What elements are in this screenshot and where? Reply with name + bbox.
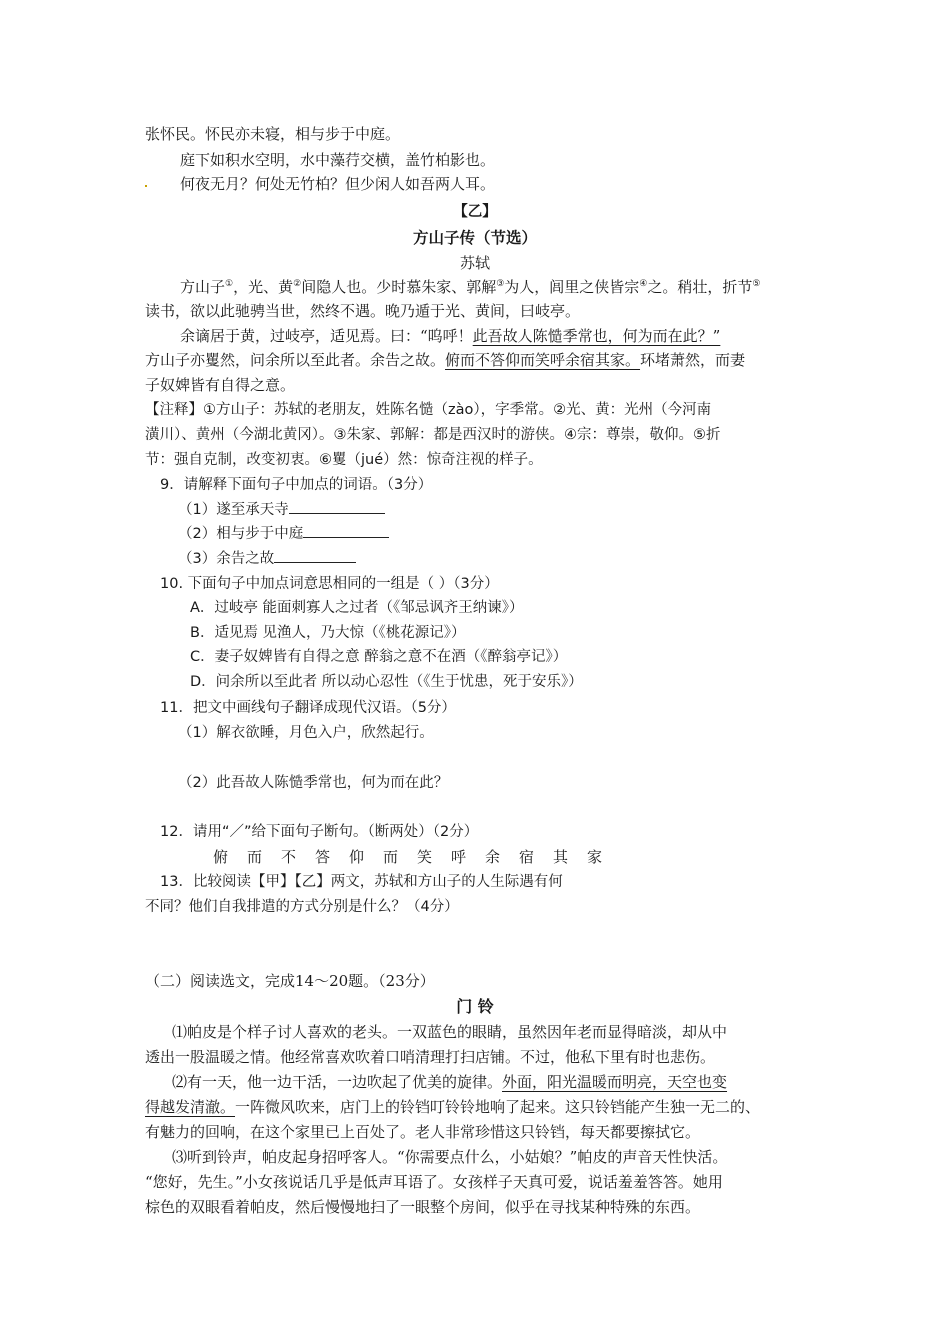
jia-line-2: 庭下如积水空明，水中藻荇交横，盖竹柏影也。: [180, 151, 496, 169]
underlined-sentence-1: 此吾故人陈慥季常也，何为而在此？”: [472, 327, 721, 345]
underlined-sentence-3-cont: 得越发清澈。: [145, 1098, 236, 1116]
answer-blank[interactable]: [289, 498, 385, 514]
q9-item-3: （3）余告之故: [178, 547, 356, 570]
answer-blank[interactable]: [274, 547, 356, 563]
s2-para-2-line-1: ⑵有一天，他一边干活，一边吹起了优美的旋律。外面，阳光温暖而明亮，天空也变: [172, 1073, 728, 1091]
yi-para-2-line-1: 余谪居于黄，过岐亭，适见焉。曰：“呜呼！此吾故人陈慥季常也，何为而在此？”: [180, 327, 721, 345]
yi-para-1-line-2: 读书，欲以此驰骋当世，然终不遇。晚乃遁于光、黄间，曰岐亭。: [145, 302, 581, 320]
q13-line-2: 不同？他们自我排遣的方式分别是什么？（4分）: [145, 899, 459, 915]
s2-para-2-line-2: 得越发清澈。一阵微风吹来，店门上的铃铛叮铃铃地响了起来。这只铃铛能产生独一无二的、: [145, 1098, 761, 1116]
q12-stem: 12．请用“／”给下面句子断句。（断两处）（2分）: [160, 824, 479, 840]
underlined-sentence-3: 外面，阳光温暖而明亮，天空也变: [502, 1073, 728, 1091]
underlined-sentence-2: 俯而不答仰而笑呼余宿其家。: [445, 351, 641, 369]
q12-sentence: 俯而不答仰而笑呼余宿其家: [213, 848, 622, 866]
q10-option-c: C．妻子奴婢皆有自得之意 醉翁之意不在酒（《醉翁亭记》）: [190, 649, 568, 665]
notes-line-1: 【注释】①方山子：苏轼的老朋友，姓陈名慥（zào），字季常。②光、黄：光州（今河南: [145, 402, 712, 418]
yi-para-2-line-3: 子奴婢皆有自得之意。: [145, 376, 296, 394]
s2-para-3-line-3: 棕色的双眼看着帕皮，然后慢慢地扫了一眼整个房间，似乎在寻找某种特殊的东西。: [145, 1198, 701, 1216]
q9-stem: 9．请解释下面句子中加点的词语。（3分）: [160, 477, 433, 493]
s2-para-3-line-2: “您好，先生。”小女孩说话几乎是低声耳语了。女孩样子天真可爱，说话羞羞答答。她用: [145, 1173, 723, 1191]
yi-author: 苏轼: [459, 254, 490, 272]
notes-line-2: 潢川）、黄州（今湖北黄冈）。③朱家、郭解：都是西汉时的游侠。④宗：尊崇，敬仰。⑤折: [145, 427, 721, 443]
s2-para-1-line-2: 透出一股温暖之情。他经常喜欢吹着口哨清理打扫店铺。不过，他私下里有时也悲伤。: [145, 1048, 716, 1066]
s2-para-1-line-1: ⑴帕皮是个样子讨人喜欢的老头。一双蓝色的眼睛，虽然因年老而显得暗淡，却从中: [172, 1023, 728, 1041]
answer-blank[interactable]: [303, 522, 389, 538]
section-2-heading: （二）阅读选文，完成14～20题。（23分）: [145, 972, 435, 990]
yi-para-2-line-2: 方山子亦矍然，问余所以至此者。余告之故。俯而不答仰而笑呼余宿其家。环堵萧然，而妻: [145, 351, 746, 369]
jia-line-3: 何夜无月？何处无竹柏？但少闲人如吾两人耳。: [180, 175, 496, 193]
yi-title: 方山子传（节选）: [412, 229, 537, 247]
s2-para-3-line-1: ⑶听到铃声，帕皮起身招呼客人。“你需要点什么，小姑娘？”帕皮的声音天性快活。: [172, 1148, 728, 1166]
yi-label: 【乙】: [453, 204, 497, 220]
q10-option-d: D．问余所以至此者 所以动心忍性（《生于忧患，死于安乐》）: [190, 674, 583, 690]
q9-item-2: （2）相与步于中庭: [178, 522, 389, 545]
stray-mark: [145, 185, 147, 187]
yi-para-1-line-1: 方山子①，光、黄②间隐人也。少时慕朱家、郭解③为人，闾里之侠皆宗④之。稍壮，折节⑤: [180, 278, 761, 296]
q9-item-1: （1）遂至承天寺: [178, 498, 385, 521]
q11-stem: 11．把文中画线句子翻译成现代汉语。（5分）: [160, 700, 456, 716]
s2-para-2-line-3: 有魅力的回响，在这个家里已上百处了。老人非常珍惜这只铃铛，每天都要擦拭它。: [145, 1123, 701, 1141]
q13-line-1: 13．比较阅读【甲】【乙】两文，苏轼和方山子的人生际遇有何: [160, 874, 563, 890]
q10-option-a: A．过岐亭 能面刺寡人之过者（《邹忌讽齐王纳谏》）: [190, 600, 524, 616]
notes-line-3: 节：强自克制，改变初衷。⑥矍（jué）然：惊奇注视的样子。: [145, 452, 543, 468]
q10-option-b: B．适见焉 见渔人，乃大惊（《桃花源记》）: [190, 625, 466, 641]
q11-item-2: （2）此吾故人陈慥季常也，何为而在此？: [178, 775, 449, 791]
jia-line-1: 张怀民。怀民亦未寝，相与步于中庭。: [145, 125, 401, 143]
q10-stem: 10. 下面句子中加点词意思相同的一组是（ ）（3分）: [160, 576, 499, 592]
q11-item-1: （1）解衣欲睡，月色入户，欣然起行。: [178, 725, 434, 741]
section-2-title: 门 铃: [456, 997, 494, 1016]
